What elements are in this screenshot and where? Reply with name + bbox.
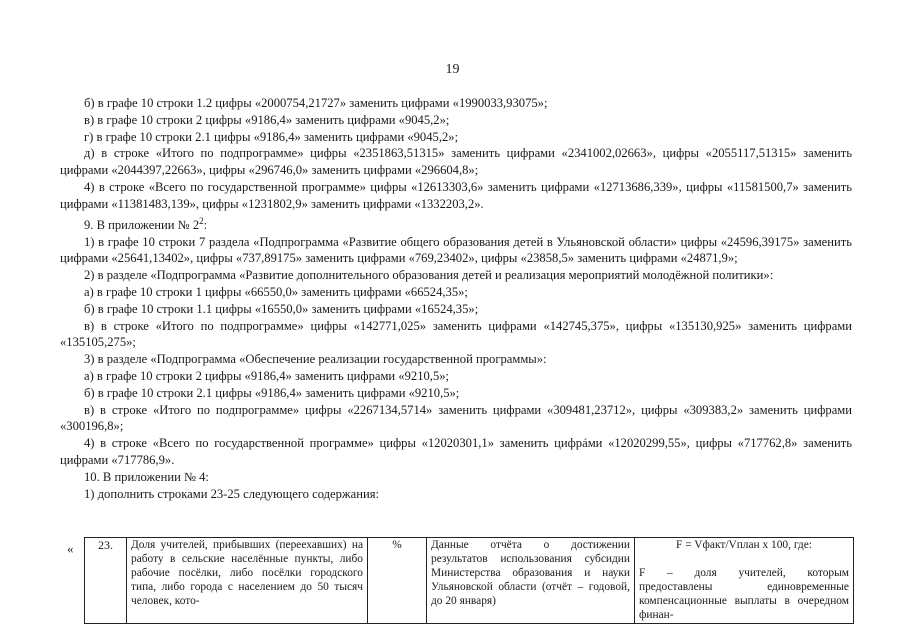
indicator-name-cell: Доля учителей, прибывших (переехавших) на работу в сельские населённые пункты, либо рабочие посёлки, либо посёлки городского типа, либо города с населением до 50 тысяч человек, кото- — [127, 538, 368, 624]
paragraph: а) в графе 10 строки 2 цифры «9186,4» заменить цифрами «9210,5»; — [84, 368, 450, 383]
paragraph: б) в графе 10 строки 1.2 цифры «2000754,21727» заменить цифрами «1990033,93075»; — [84, 96, 548, 110]
paragraph-appendix-heading — [60, 213, 852, 234]
paragraph: в) в строке «Итого по подпрограмме» цифры «2267134,5714» заменить цифрами «309481,23712», цифры «309383,2» заменить цифрами «300196,8»; — [60, 402, 852, 434]
paragraph: 3) в разделе «Подпрограмма «Обеспечение реализации государственной программы»: — [84, 352, 547, 367]
row-number-cell: 23. — [85, 538, 127, 624]
superscript: 2 — [199, 215, 204, 226]
heading-colon: : — [203, 217, 208, 232]
formula-cell — [635, 538, 854, 624]
page-number: 19 — [445, 62, 460, 77]
paragraph: в) в строке «Итого по подпрограмме» цифры «142771,025» заменить цифрами «142745,375», цифры «135130,925» заменить цифрами «135105,275»; — [60, 318, 852, 350]
unit-cell: % — [368, 538, 427, 624]
paragraph: 1) дополнить строками 23-25 следующего содержания: — [84, 486, 379, 501]
paragraph: 4) в строке «Всего по государственной программе» цифры «12613303,6» заменить цифрами «12713686,339», цифры «11581500,7» заменить цифрами «11381483,139», цифры «1231802,9» заменить цифрами «1332203,2». — [60, 179, 852, 211]
paragraph: б) в графе 10 строки 1.1 цифры «16550,0» заменить цифрами «16524,35»; — [84, 301, 479, 316]
indicator-table — [84, 537, 854, 624]
paragraph: а) в графе 10 строки 1 цифры «66550,0» заменить цифрами «66524,35»; — [84, 284, 468, 299]
paragraph: 2) в разделе «Подпрограмма «Развитие дополнительного образования детей и реализация мероприятий молодёжной политики»: — [84, 268, 774, 283]
paragraph: в) в графе 10 строки 2 цифры «9186,4» заменить цифрами «9045,2»; — [84, 112, 450, 127]
formula-description: F – доля учителей, которым предоставлены единовременные компенсационные выплаты в очередном финан- — [639, 566, 849, 621]
opening-quote: « — [67, 541, 74, 556]
paragraph: 4) в строке «Всего по государственной программе» цифры «12020301,1» заменить цифрáми «12020299,55», цифры «717762,8» заменить цифрами «717786,9». — [60, 436, 852, 467]
paragraph: д) в строке «Итого по подпрограмме» цифры «2351863,51315» заменить цифрами «2341002,02663», цифры «2055117,51315» заменить цифрами «2044397,22663», цифры «296746,0» заменить цифрами «296604,8»; — [60, 146, 852, 178]
data-source-cell: Данные отчёта о достижении результатов использования субсидии Министерства образования и науки Ульяновской области (отчёт – годовой, до 20 января) — [427, 538, 635, 624]
paragraph: г) в графе 10 строки 2.1 цифры «9186,4» заменить цифрами «9045,2»; — [84, 129, 459, 144]
heading-text: 9. В приложении № 2 — [84, 217, 200, 232]
paragraph: 1) в графе 10 строки 7 раздела «Подпрограмма «Развитие общего образования детей в Ульяновской области» цифры «24596,39175» заменить цифрами «25641,13402», цифры «737,89175» заменить цифрами «769,23402», цифры «23858,5» заменить цифрами «24871,9»; — [60, 234, 852, 266]
formula-text: F = Vфакт/Vплан х 100, где: — [676, 539, 812, 551]
table-row — [85, 538, 854, 624]
document-body — [60, 95, 852, 502]
paragraph: 10. В приложении № 4: — [84, 469, 209, 484]
paragraph: б) в графе 10 строки 2.1 цифры «9186,4» заменить цифрами «9210,5»; — [84, 385, 460, 400]
